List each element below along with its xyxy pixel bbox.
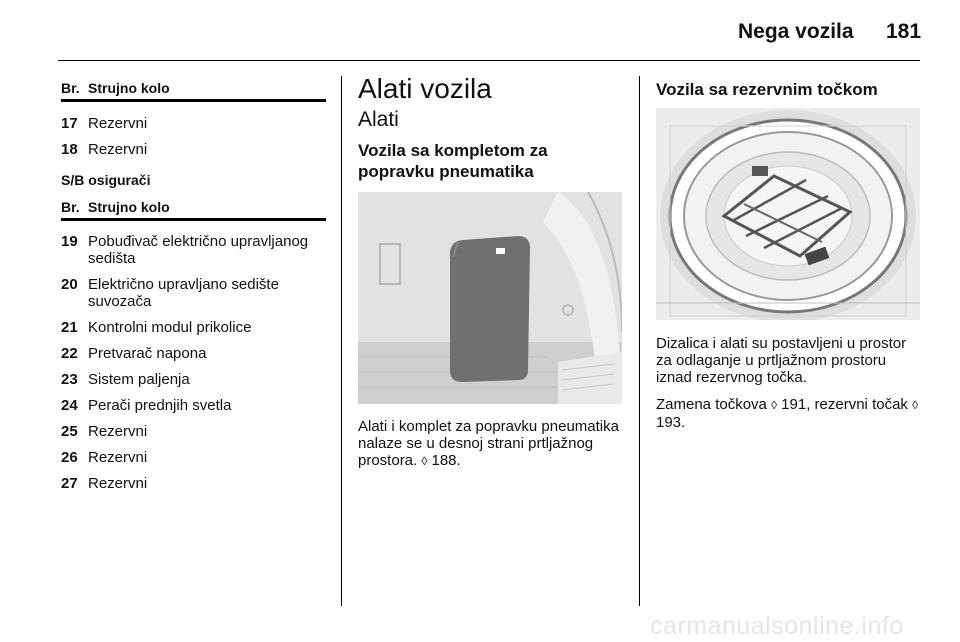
page-reference: 188. [431,452,461,469]
tools-paragraph [358,418,624,470]
spare-wheel-paragraph-2 [656,396,921,431]
fuse-number: 18 [61,141,78,158]
fuse-table-header [61,80,326,102]
table-header-number: Br. [61,80,80,96]
trunk-illustration [358,192,622,404]
fuse-description: Perači prednjih svetla [88,397,232,414]
subsection-heading: Vozila sa rezervnim točkom [656,80,878,99]
column-divider-2 [639,76,640,606]
fuse-description: Električno upravljano sedište suvozača [88,276,279,310]
fuse-number: 19 [61,233,78,250]
fuse-description: Rezervni [88,423,148,440]
fuse-number: 27 [61,475,78,492]
spare-wheel-photo [656,108,920,320]
fuse-number: 22 [61,345,78,362]
fuse-description: Pobuđivač električno upravljanog sedišta [88,233,309,267]
table-row [61,276,326,310]
fuse-number: 23 [61,371,78,388]
paragraph-text: točak [872,396,908,413]
section-title: S/B osigurači [61,172,151,188]
table-row [61,233,326,267]
spare-wheel-illustration [656,108,920,320]
fuse-description: Rezervni [88,475,148,492]
fuse-number: 21 [61,319,78,336]
page-reference-arrow: ◊ [421,454,428,468]
table-row [61,115,326,132]
trunk-photo [358,192,622,404]
section-heading-main: Alati vozila [358,73,492,104]
page-reference: 193. [656,414,686,431]
table-row [61,345,326,362]
watermark: carmanualsonline.info [650,612,904,640]
page-header-title: Nega vozila [738,20,854,43]
table-row [61,141,326,158]
fuse-number: 25 [61,423,78,440]
fuse-description: Rezervni [88,115,148,132]
page-reference-arrow: ◊ [912,398,919,412]
fuse-description: Kontrolni modul prikolice [88,319,252,336]
spare-wheel-paragraph-1: Dizalica i alati su postavljeni u prostor za odlaganje u prtljažnom prostoru iznad rezervnog točka. [656,335,907,386]
spare-wheel-column [656,79,921,431]
fuse-number: 26 [61,449,78,466]
table-row [61,449,326,466]
subsection-heading: Vozila sa kompletom za popravku pneumatika [358,141,548,181]
paragraph-text: Zamena točkova [656,396,767,413]
table-header-label: Strujno kolo [88,199,170,215]
table-row [61,423,326,440]
section-heading-sub: Alati [358,108,399,131]
fuse-description: Rezervni [88,449,148,466]
page-number: 181 [886,20,922,43]
fuse-description: Sistem paljenja [88,371,190,388]
fuse-description: Rezervni [88,141,148,158]
page-reference: 191, rezervni [781,396,868,413]
table-row [61,397,326,414]
header-rule [58,60,920,61]
fuse-table-header [61,199,326,221]
table-row [61,371,326,388]
page-reference-arrow: ◊ [771,398,777,412]
fuse-description: Pretvarač napona [88,345,207,362]
fuse-table-column [61,80,326,492]
table-row [61,475,326,492]
column-divider-1 [341,76,342,606]
fuse-number: 20 [61,276,78,293]
table-row [61,319,326,336]
fuse-number: 17 [61,115,78,132]
paragraph-text: Alati i komplet za popravku pneumatika nalaze se u desnoj strani prtljažnog prostora. [358,418,619,469]
fuse-number: 24 [61,397,78,414]
table-header-label: Strujno kolo [88,80,170,96]
tools-column [358,74,624,470]
table-header-number: Br. [61,199,80,215]
